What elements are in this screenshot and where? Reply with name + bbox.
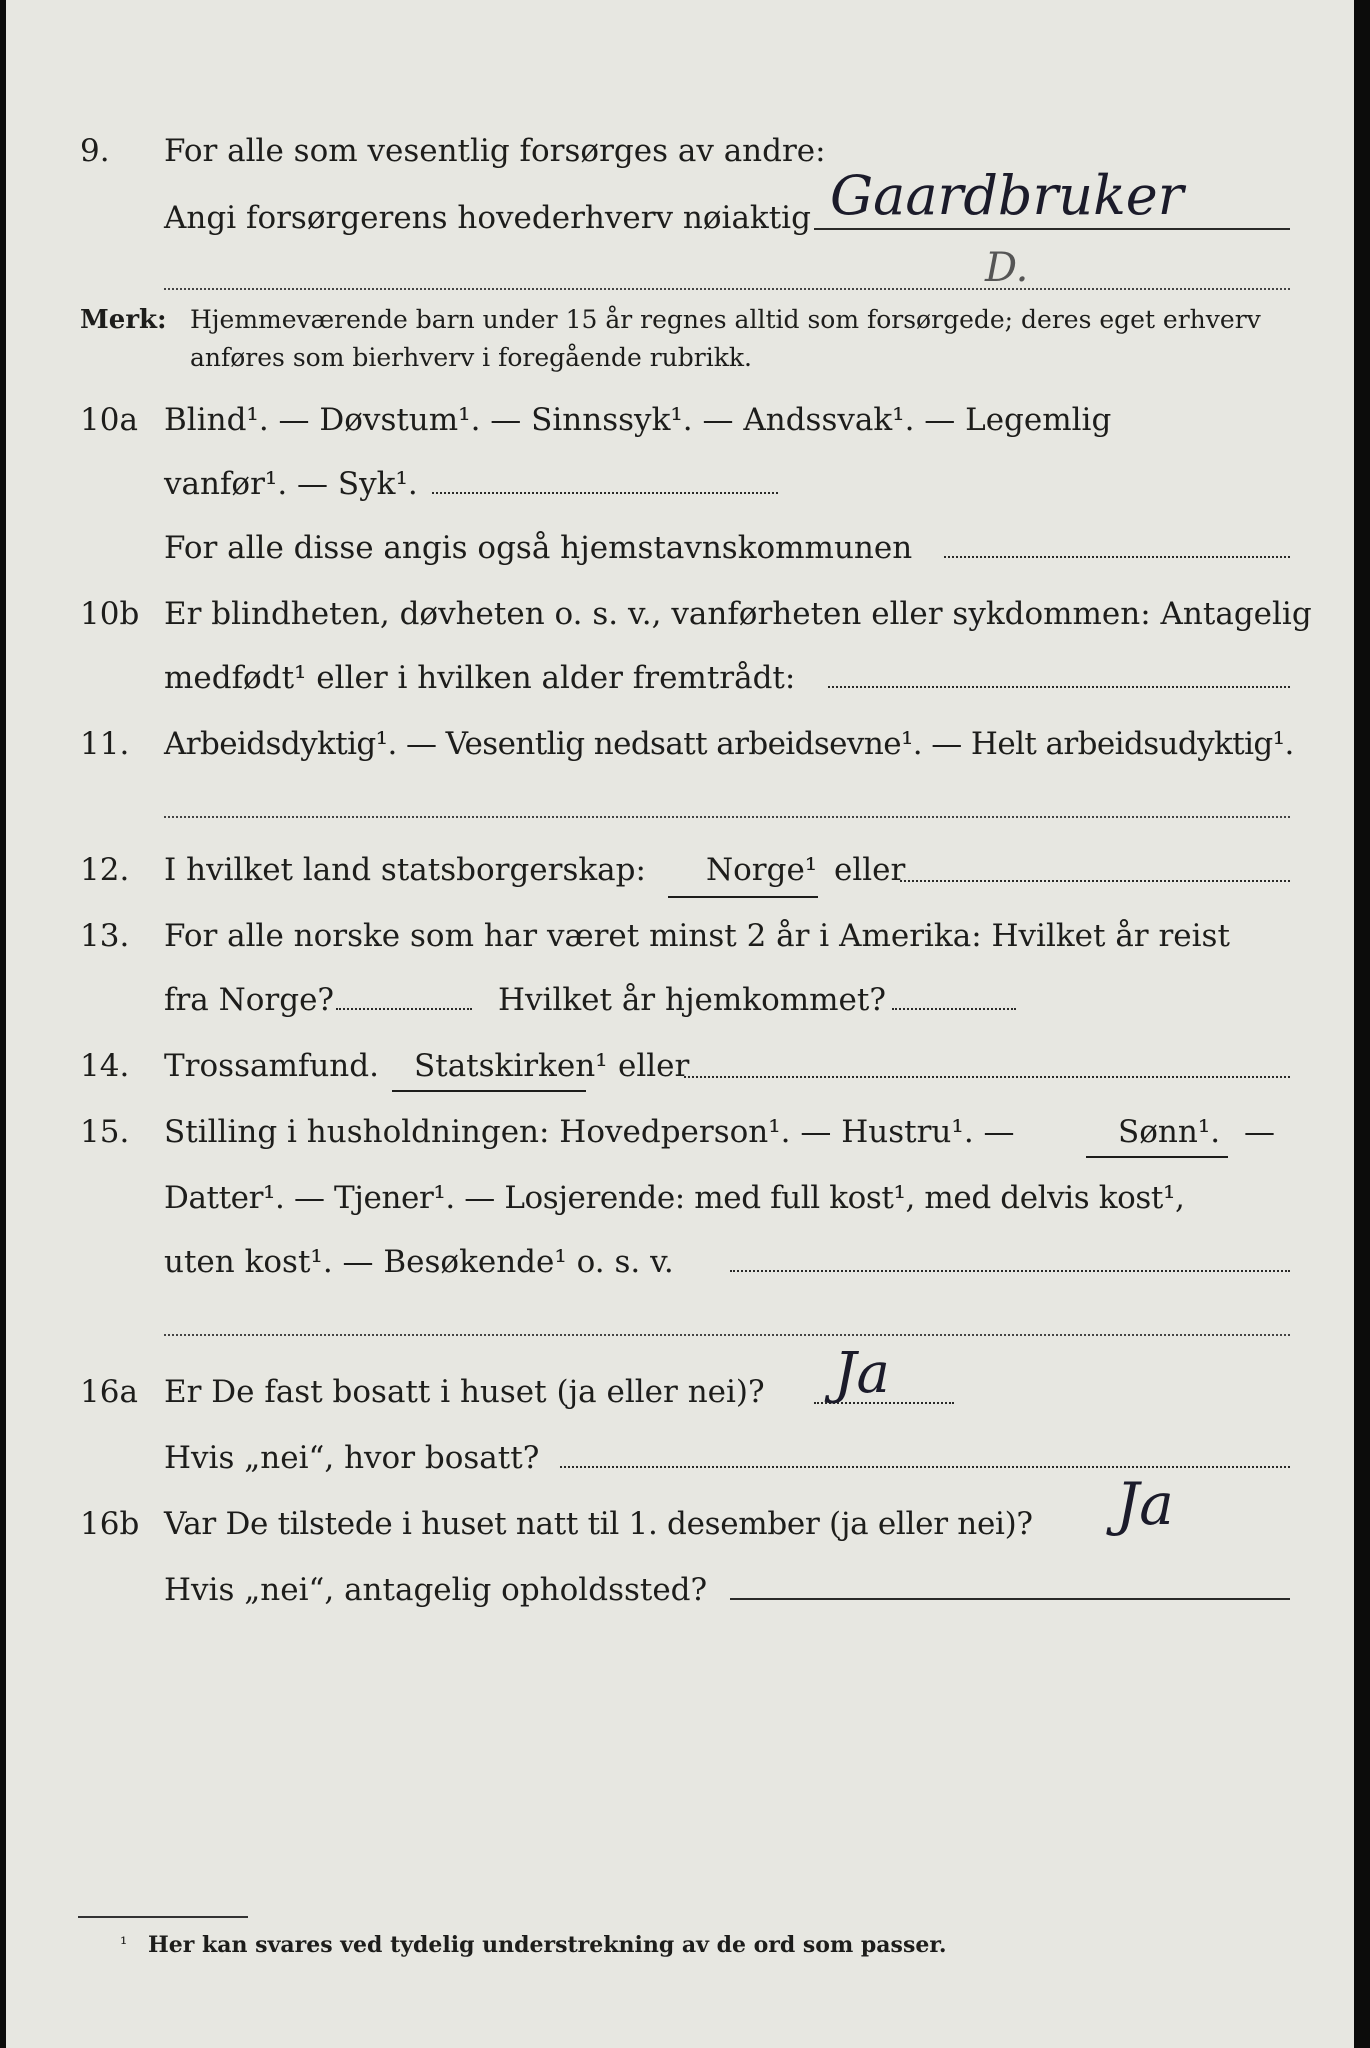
q15-text-1c: — (1244, 1114, 1275, 1150)
q10b-text-1: Er blindheten, døvheten o. s. v., vanførheten eller sykdommen: Antagelig (164, 596, 1312, 632)
q16b-number: 16b (80, 1506, 140, 1542)
q10a-row-1 (0, 396, 1370, 444)
q12-row-1 (0, 846, 1370, 894)
q9-text-2: Angi forsørgerens hovederhverv nøiaktig (164, 200, 811, 236)
q15-other-field[interactable] (730, 1270, 1290, 1272)
q12-prefix: I hvilket land statsborgerskap: (164, 852, 646, 888)
q9-number: 9. (80, 133, 110, 169)
q13-text-1: For alle norske som har været minst 2 år i Amerika: Hvilket år reist (164, 918, 1230, 954)
q9-pencil-mark: D. (985, 245, 1029, 291)
q10b-alder-field[interactable] (828, 686, 1290, 688)
q14-option-statskirken[interactable]: Statskirken¹ (414, 1048, 608, 1084)
q13-text-2a: fra Norge? (164, 982, 335, 1018)
q14-number: 14. (80, 1048, 130, 1084)
merk-label: Merk: (80, 305, 167, 335)
q10a-row-3 (0, 524, 1370, 572)
q15-text-1a: Stilling i husholdningen: Hovedperson¹. — Hustru¹. — (164, 1114, 1015, 1150)
q16a-number: 16a (80, 1374, 138, 1410)
separator-2 (164, 816, 1290, 818)
q15-row-3 (0, 1238, 1370, 1286)
q10a-number: 10a (80, 402, 138, 438)
q10a-row-2 (0, 460, 1370, 508)
q13-reist-field[interactable] (336, 1008, 472, 1010)
q11-text-1: Arbeidsdyktig¹. — Vesentlig nedsatt arbeidsevne¹. — Helt arbeidsudyktig¹. (164, 726, 1294, 762)
q12-suffix: eller (834, 852, 906, 888)
q14-prefix: Trossamfund. (164, 1048, 379, 1084)
q14-other-field[interactable] (684, 1076, 1290, 1078)
q15-sonn-underline (1086, 1156, 1228, 1158)
q10a-syk-field[interactable] (432, 492, 778, 494)
q15-row-2 (0, 1174, 1370, 1222)
q10b-text-2: medfødt¹ eller i hvilken alder fremtrådt: (164, 660, 796, 696)
q11-row-1 (0, 720, 1370, 768)
q15-row-1 (0, 1108, 1370, 1156)
separator-3 (164, 1334, 1290, 1336)
q13-number: 13. (80, 918, 130, 954)
q15-option-sonn[interactable]: Sønn¹. (1118, 1114, 1221, 1150)
footnote-rule (78, 1916, 248, 1918)
q14-suffix: eller (618, 1048, 690, 1084)
q12-number: 12. (80, 852, 130, 888)
q10a-text-2: vanfør¹. — Syk¹. (164, 466, 418, 502)
q13-row-2 (0, 976, 1370, 1024)
q16b-answer-handwriting: Ja (1116, 1470, 1174, 1538)
footnote-mark: ¹ (120, 1934, 128, 1955)
q12-norge-underline (668, 896, 818, 898)
q16a-bosatt-field[interactable] (560, 1466, 1290, 1468)
q15-number: 15. (80, 1114, 130, 1150)
q15-text-3: uten kost¹. — Besøkende¹ o. s. v. (164, 1244, 674, 1280)
q16b-opholdssted-field[interactable] (730, 1598, 1290, 1600)
q9-text-1: For alle som vesentlig forsørges av andre: (164, 133, 826, 169)
separator-1 (164, 288, 1290, 290)
q11-number: 11. (80, 726, 130, 762)
merk-text-1: Hjemmeværende barn under 15 år regnes alltid som forsørgede; deres eget erhverv (190, 305, 1261, 334)
q13-text-2b: Hvilket år hjemkommet? (498, 982, 886, 1018)
q10b-number: 10b (80, 596, 140, 632)
q13-hjemkommet-field[interactable] (892, 1008, 1016, 1010)
q16a-text-1: Er De fast bosatt i huset (ja eller nei)? (164, 1374, 765, 1410)
footnote-text: Her kan svares ved tydelig understrekning av de ord som passer. (148, 1932, 947, 1958)
q14-statskirken-underline (392, 1090, 586, 1092)
q13-row-1 (0, 912, 1370, 960)
q12-option-norge[interactable]: Norge¹ (706, 852, 818, 888)
q15-text-2: Datter¹. — Tjener¹. — Losjerende: med full kost¹, med delvis kost¹, (164, 1180, 1185, 1216)
q9-answer-line[interactable] (814, 228, 1290, 230)
q10b-row-1 (0, 590, 1370, 638)
merk-text-2: anføres som bierhverv i foregående rubrikk. (190, 343, 752, 372)
q16b-row-2 (0, 1566, 1370, 1614)
q16b-text-2: Hvis „nei“, antagelig opholdssted? (164, 1572, 708, 1608)
q12-other-field[interactable] (900, 880, 1290, 882)
q16b-text-1: Var De tilstede i huset natt til 1. desember (ja eller nei)? (164, 1506, 1033, 1542)
q14-row-1 (0, 1042, 1370, 1090)
q16a-row-1 (0, 1368, 1370, 1416)
q10a-text-3: For alle disse angis også hjemstavnskommunen (164, 530, 913, 566)
q10a-text-1: Blind¹. — Døvstum¹. — Sinnssyk¹. — Andssvak¹. — Legemlig (164, 402, 1112, 438)
q16a-answer-handwriting: Ja (834, 1341, 890, 1406)
q10a-hjemstavn-field[interactable] (944, 556, 1290, 558)
q16a-text-2: Hvis „nei“, hvor bosatt? (164, 1440, 540, 1476)
q10b-row-2 (0, 654, 1370, 702)
q9-answer-handwriting: Gaardbruker (830, 164, 1184, 227)
